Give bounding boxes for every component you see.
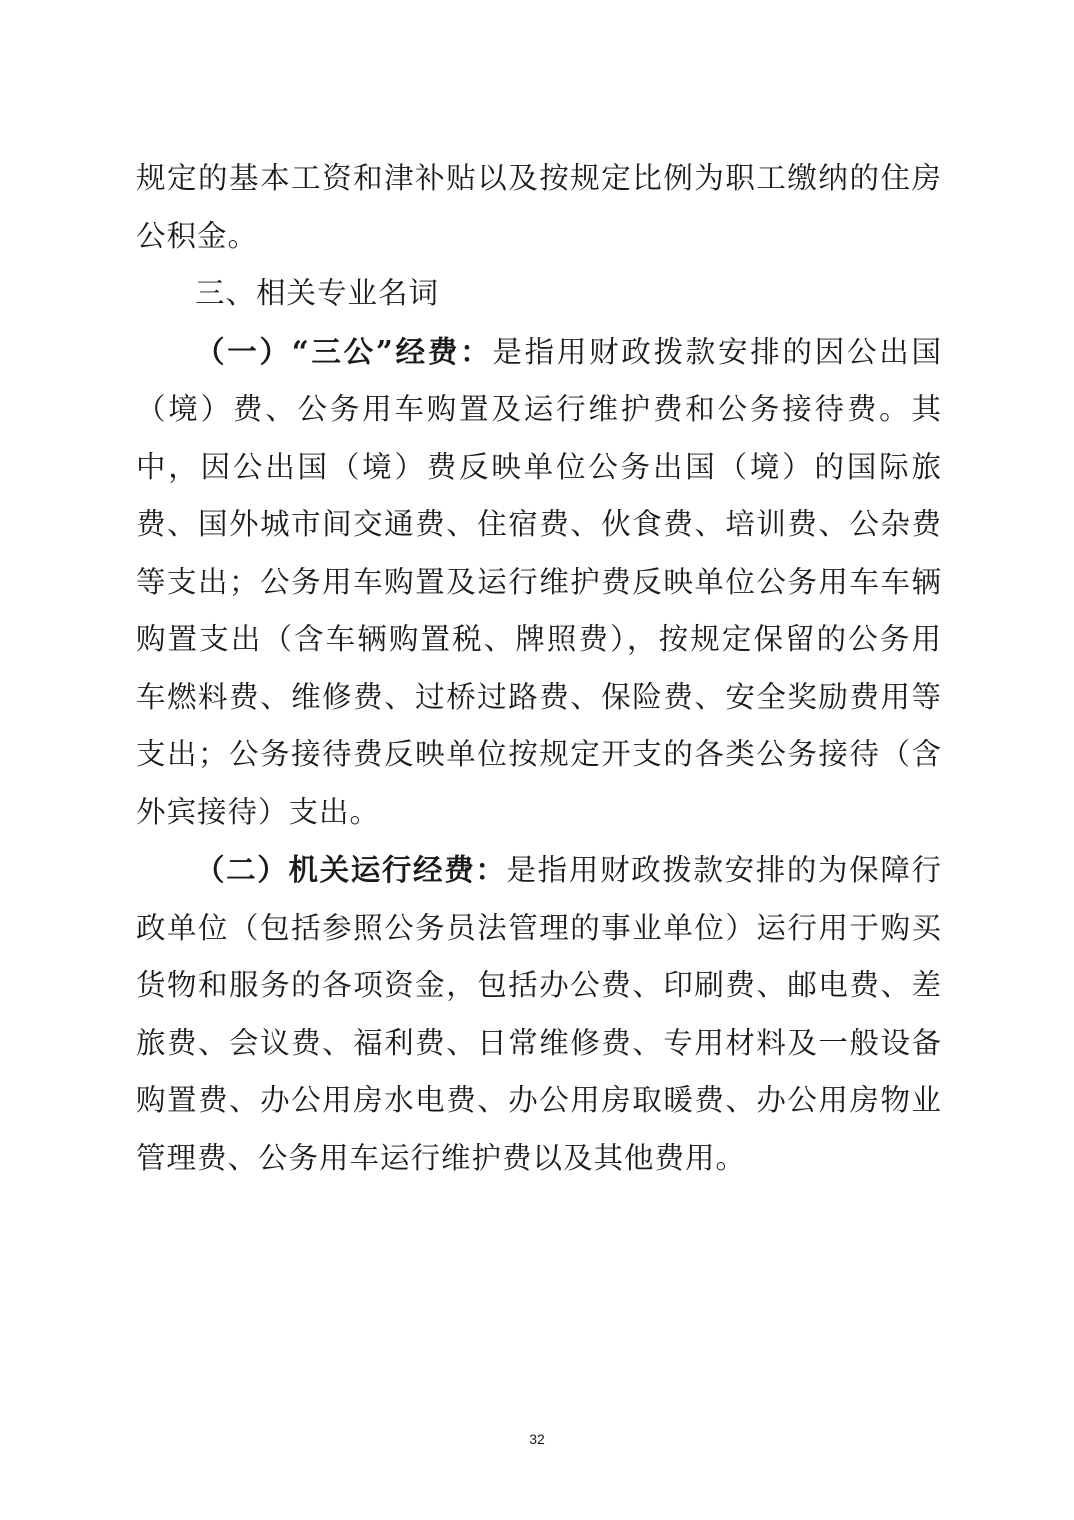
section-heading: 三、相关专业名词 — [195, 276, 440, 310]
document-body — [136, 150, 942, 1187]
term-paragraph-jiguan — [136, 841, 942, 1187]
term-paragraph-sangong — [136, 323, 942, 842]
term-title-sangong: （一）“三公”经费： — [195, 333, 493, 369]
term-title-jiguan: （二）机关运行经费： — [195, 852, 507, 887]
page-number: 32 — [529, 1431, 545, 1447]
term-body-sangong: 是指用财政拨款安排的因公出国（境）费、公务用车购置及运行维护费和公务接待费。其中，因公出国（境）费反映单位公务出国（境）的国际旅费、国外城市间交通费、住宿费、伙食费、培训费、公杂费等支出；公务用车购置及运行维护费反映单位公务用车车辆购置支出（含车辆购置税、牌照费），按规定保留的公务用车燃料费、维修费、过桥过路费、保险费、安全奖励费用等支出；公务接待费反映单位按规定开支的各类公务接待（含外宾接待）支出。 — [136, 334, 942, 829]
continuation-paragraph: 规定的基本工资和津补贴以及按规定比例为职工缴纳的住房公积金。 — [136, 161, 942, 253]
term-body-jiguan: 是指用财政拨款安排的为保障行政单位（包括参照公务员法管理的事业单位）运行用于购买货物和服务的各项资金，包括办公费、印刷费、邮电费、差旅费、会议费、福利费、日常维修费、专用材料及一般设备购置费、办公用房水电费、办公用房取暖费、办公用房物业管理费、公务用车运行维护费以及其他费用。 — [136, 853, 942, 1175]
